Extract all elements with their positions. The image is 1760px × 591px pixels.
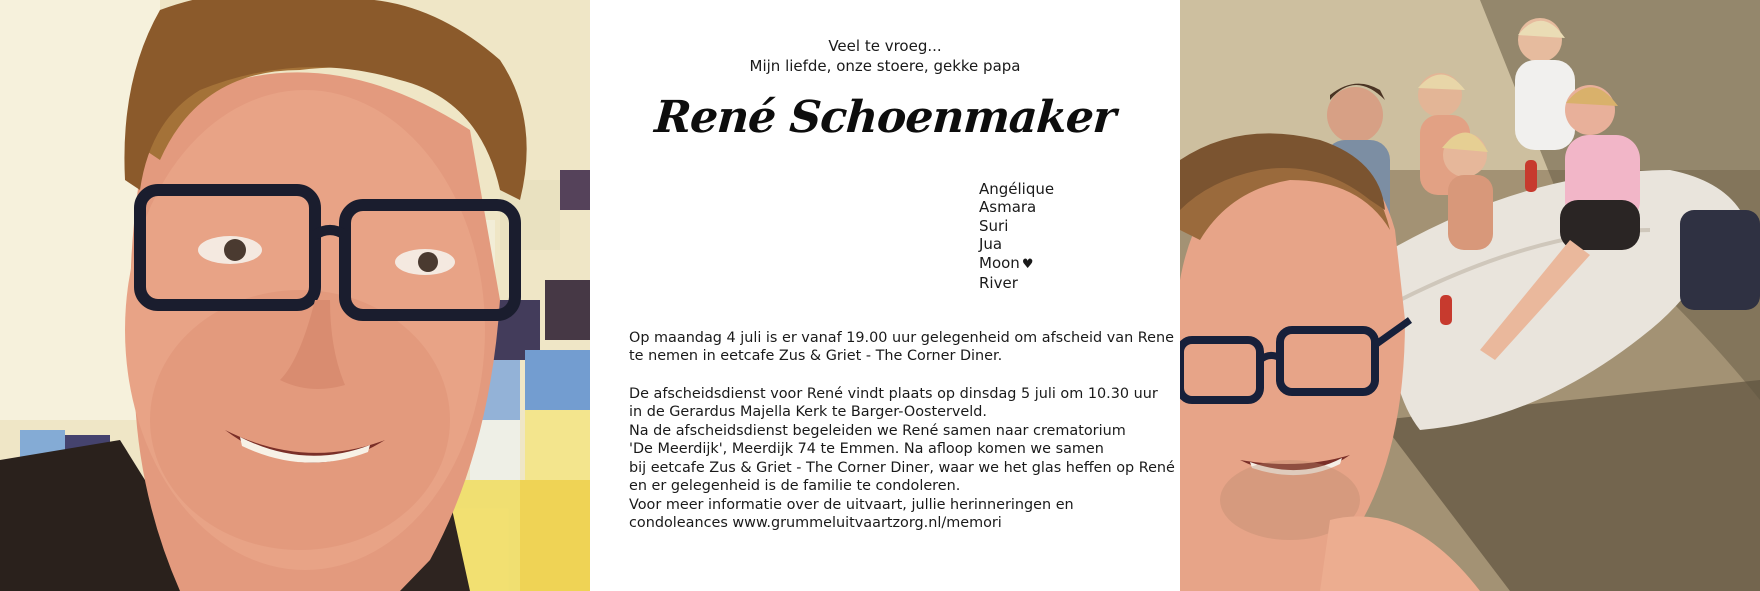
photo-family-picnic-right [1180, 0, 1760, 591]
text-line: De afscheidsdienst voor René vindt plaats op dinsdag 5 juli om 10.30 uur [629, 386, 1158, 402]
text-line: te nemen in eetcafe Zus & Griet - The Corner Diner. [629, 348, 1003, 365]
memorial-text-panel [590, 0, 1180, 591]
intro-line-1: Veel te vroeg... [828, 37, 942, 55]
child-name: Moon [979, 253, 1020, 272]
text-line: en er gelegenheid is de familie te condoleren. [629, 478, 961, 495]
child-name: Jua [979, 235, 1003, 254]
photo-portrait-left [0, 0, 590, 591]
family-picnic-illustration [1180, 0, 1760, 591]
text-line: bij eetcafe Zus & Griet - The Corner Diner, waar we het glas heffen op René [629, 459, 1175, 476]
text-line: Voor meer informatie over de uitvaart, jullie herinneringen en [629, 497, 1074, 513]
paragraph-more-info [629, 496, 1169, 533]
text-line: in de Gerardus Majella Kerk te Barger-Oosterveld. [629, 404, 987, 421]
heart-icon: ♥ [1021, 256, 1034, 272]
text-line: Na de afscheidsdienst begeleiden we René samen naar crematorium [629, 422, 1126, 439]
text-line: 'De Meerdijk', Meerdijk 74 te Emmen. Na afloop komen we samen [629, 441, 1104, 458]
child-name: Angélique [979, 180, 1055, 198]
paragraph-funeral-service [629, 385, 1175, 495]
deceased-name: René Schoenmaker [652, 92, 1118, 143]
paragraph-farewell-evening [629, 329, 1174, 366]
intro-line-2: Mijn liefde, onze stoere, gekke papa [749, 57, 1021, 75]
child-name-with-heart [979, 254, 1054, 274]
child-name: River [979, 274, 1018, 293]
child-name: Asmara [979, 198, 1037, 217]
children-list [979, 180, 1054, 292]
text-line: Op maandag 4 juli is er vanaf 19.00 uur gelegenheid om afscheid van Rene [629, 330, 1174, 346]
portrait-illustration [0, 0, 590, 591]
text-line: condoleances www.grummeluitvaartzorg.nl/memori [629, 515, 1002, 532]
child-name: Suri [979, 216, 1009, 235]
